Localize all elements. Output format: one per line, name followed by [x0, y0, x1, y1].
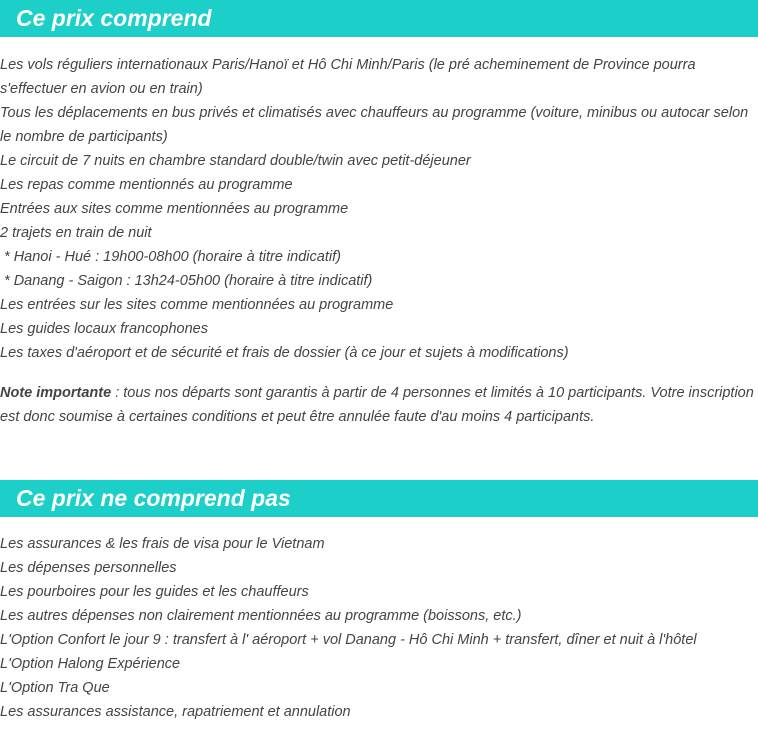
excludes-item: Les assurances assistance, rapatriement et annulation: [0, 704, 351, 720]
excludes-item: Les autres dépenses non clairement mentionnées au programme (boissons, etc.): [0, 608, 522, 624]
important-note-label: Note importante: [0, 385, 112, 401]
excludes-section: [0, 480, 758, 724]
excludes-list: [0, 532, 758, 724]
includes-item: Le circuit de 7 nuits en chambre standard double/twin avec petit-déjeuner: [0, 153, 471, 169]
includes-item: * Danang - Saigon : 13h24-05h00 (horaire à titre indicatif): [0, 273, 373, 289]
includes-item: Les repas comme mentionnés au programme: [0, 177, 293, 193]
excludes-item: Les dépenses personnelles: [0, 560, 177, 576]
excludes-title: Ce prix ne comprend pas: [16, 485, 291, 511]
includes-list: [0, 53, 758, 365]
important-note: [0, 381, 758, 429]
excludes-item: Les assurances & les frais de visa pour le Vietnam: [0, 536, 325, 552]
excludes-item: L'Option Confort le jour 9 : transfert à l' aéroport + vol Danang - Hô Chi Minh + transfert, dîner et nuit à l'hôtel: [0, 632, 697, 648]
important-note-text: : tous nos départs sont garantis à partir de 4 personnes et limités à 10 participants. Votre inscription est donc soumise à certaines conditions et peut être annulée faute d'au moins 4 participants.: [0, 385, 754, 425]
includes-item: Les guides locaux francophones: [0, 321, 208, 337]
includes-item: Les entrées sur les sites comme mentionnées au programme: [0, 297, 394, 313]
includes-item: Entrées aux sites comme mentionnées au programme: [0, 201, 349, 217]
includes-header: [0, 0, 758, 37]
excludes-item: Les pourboires pour les guides et les chauffeurs: [0, 584, 309, 600]
excludes-header: [0, 480, 758, 517]
includes-item: Tous les déplacements en bus privés et climatisés avec chauffeurs au programme (voiture, minibus ou autocar selon le nombre de participants): [0, 105, 749, 145]
includes-title: Ce prix comprend: [16, 5, 212, 31]
includes-item: Les taxes d'aéroport et de sécurité et frais de dossier (à ce jour et sujets à modifications): [0, 345, 569, 361]
excludes-item: L'Option Halong Expérience: [0, 656, 181, 672]
includes-item: 2 trajets en train de nuit: [0, 225, 152, 241]
includes-item: Les vols réguliers internationaux Paris/Hanoï et Hô Chi Minh/Paris (le pré acheminement de Province pourra s'effectuer en avion ou en train): [0, 57, 696, 97]
includes-item: * Hanoi - Hué : 19h00-08h00 (horaire à titre indicatif): [0, 249, 341, 265]
excludes-item: L'Option Tra Que: [0, 680, 110, 696]
